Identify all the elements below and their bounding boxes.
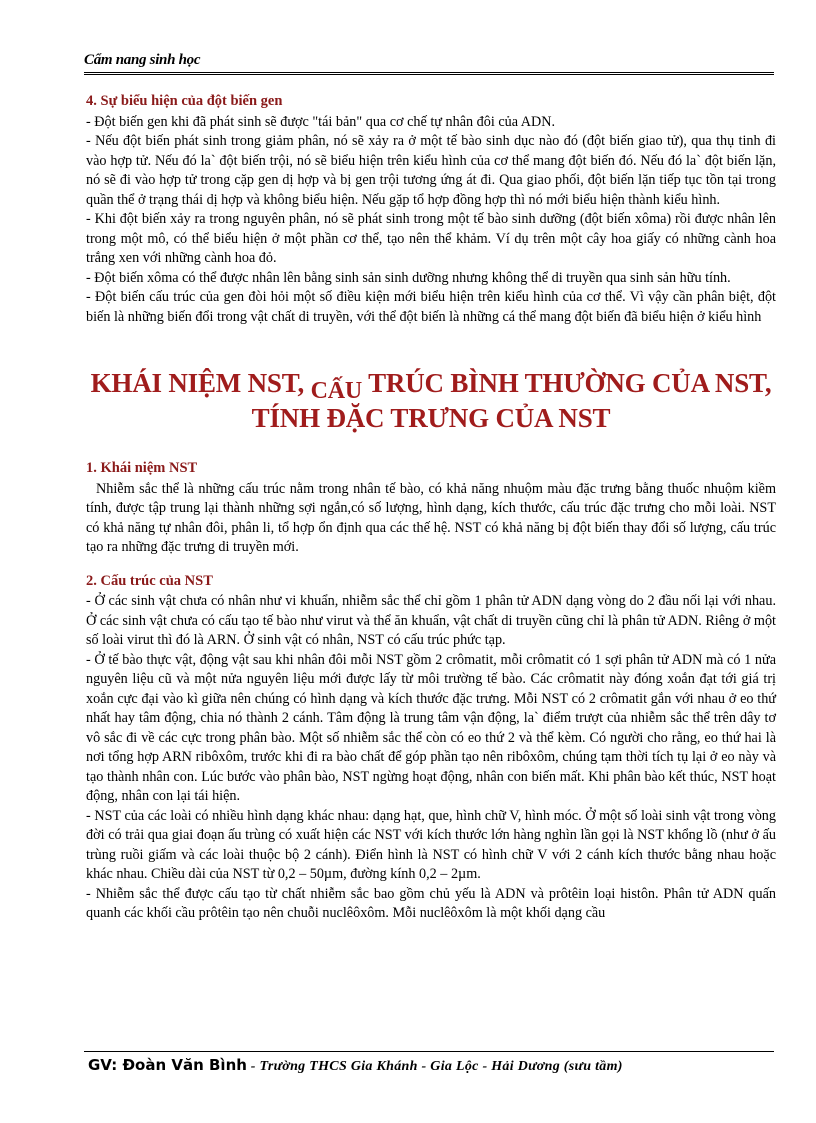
section-4-paragraph: - Nếu đột biến phát sinh trong giảm phân, nó sẽ xảy ra ở một tế bào sinh dục nào đó (đột biến giao tử), qua thụ tinh đi vào hợp tử. Nếu đó la` đột biến trội, nó sẽ biểu hiện trên kiểu hình của cơ thể mang đột biến đó. Nếu đó la` đột biến lặn, nó sẽ đi vào hợp tử trong cặp gen dị hợp và bị gen trội tương ứng át đi. Qua giao phối, đột biến lặn tiếp tục tồn tại trong quần thể ở trạng thái dị hợp và không biểu hiện. Nếu gặp tổ hợp đồng hợp thì nó mới biểu hiện thành kiểu hình. bbox=[86, 133, 776, 208]
document-body bbox=[86, 92, 776, 924]
subsection-1-paragraph: Nhiễm sắc thể là những cấu trúc nằm trong nhân tế bào, có khả năng nhuộm màu đặc trưng bằng thuốc nhuộm kiềm tính, được tập trung lại thành những sợi ngắn,có số lượng, hình dạng, kích thước, cấu trúc đặc trưng cho mỗi loài. NST có khả năng tự nhân đôi, phân li, tổ hợp ổn định qua các thế hệ. NST có khả năng bị đột biến thay đổi số lượng, cấu trúc tạo ra những đặc trưng di truyền mới. bbox=[86, 480, 776, 555]
header-title: Cẩm nang sinh học bbox=[84, 52, 201, 68]
subsection-2-heading: 2. Cấu trúc của NST bbox=[86, 572, 213, 589]
footer-divider bbox=[84, 1051, 774, 1052]
subsection-2-paragraph: - NST của các loài có nhiều hình dạng khác nhau: dạng hạt, que, hình chữ V, hình móc. Ở một số loài sinh vật trong vòng đời có trải qua giai đoạn ấu trùng có xuất hiện các NST với kích thước lớn hàng nghìn lần gọi là NST khổng lồ (như ở ấu trùng ruồi giấm và các loài thuộc bộ 2 cánh). Điển hình là NST có hình chữ V với 2 cánh kích thước bằng nhau hoặc khác nhau. Chiều dài của NST từ 0,2 – 50µm, đường kính 0,2 – 2µm. bbox=[86, 807, 776, 882]
section-4-paragraph: - Đột biến xôma có thể được nhân lên bằng sinh sản sinh dưỡng nhưng không thể di truyền qua sinh sản hữu tính. bbox=[86, 269, 731, 286]
page-footer bbox=[88, 1056, 623, 1075]
spacer bbox=[86, 558, 776, 572]
header-divider bbox=[84, 72, 774, 75]
footer-school: - Trường THCS Gia Khánh - Gia Lộc - Hải Dương (sưu tầm) bbox=[246, 1059, 623, 1074]
subsection-2-paragraph: - Nhiễm sắc thể được cấu tạo từ chất nhiễm sắc bao gồm chủ yếu là ADN và prôtêin loại histôn. Phân tử ADN quấn quanh các khối cầu prôtêin tạo nên chuỗi nuclêôxôm. Mỗi nuclêôxôm là một khối dạng cầu bbox=[86, 885, 776, 921]
subsection-1-heading: 1. Khái niệm NST bbox=[86, 460, 198, 476]
subsection-2-paragraph: - Ở các sinh vật chưa có nhân như vi khuẩn, nhiễm sắc thể chỉ gồm 1 phân tử ADN dạng vòng do 2 đầu nối lại với nhau. Ở các sinh vật chưa có cấu tạo tế bào như virut và thể ăn khuẩn, vật chất di truyền cũng chỉ là phân tử ADN. Riêng ở một số loài virut thì đó là ARN. Ở sinh vật có nhân, NST có cấu trúc phức tạp. bbox=[86, 593, 776, 648]
chapter-title bbox=[86, 367, 776, 435]
section-4-paragraph: - Đột biến gen khi đã phát sinh sẽ được "tái bản" qua cơ chế tự nhân đôi của ADN. bbox=[86, 113, 556, 130]
chapter-title-line-2: TÍNH ĐẶC TRƯNG CỦA NST bbox=[251, 403, 611, 433]
section-4-paragraph: - Khi đột biến xảy ra trong nguyên phân, nó sẽ phát sinh trong một tế bào sinh dưỡng (đột biến xôma) rồi được nhân lên trong một mô, có thể biểu hiện ở một phần cơ thể, tạo nên thể khảm. Ví dụ trên một cây hoa giấy có những cành hoa trắng xen với những cành hoa đỏ. bbox=[86, 211, 776, 266]
section-4-heading: 4. Sự biểu hiện của đột biến gen bbox=[86, 93, 283, 109]
section-4-paragraph: - Đột biến cấu trúc của gen đòi hỏi một số điều kiện mới biểu hiện trên kiểu hình của cơ thể. Vì vậy cần phân biệt, đột biến là những biến đổi trong vật chất di truyền, với thể đột biến là những cá thể mang đột biến đã biểu hiện ở kiểu hình bbox=[86, 289, 776, 325]
subsection-2-paragraph: - Ở tế bào thực vật, động vật sau khi nhân đôi mỗi NST gồm 2 crômatit, mỗi crômatit có 1 sợi phân tử ADN mà có 1 nửa nguyên liệu cũ và một nửa nguyên liệu mới được lấy từ môi trường tế bào. Các crômatit này đóng xoắn đạt tới giá trị xoắn cực đại vào kì giữa nên chúng có hình dạng và kích thước đặc trưng. Mỗi NST có 2 crômatit gắn với nhau ở eo thứ nhất hay tâm động, chia nó thành 2 cánh. Tâm động là trung tâm vận động, la` điểm trượt của nhiễm sắc thể trên dây tơ vô sắc đi về các cực trong phân bào. Một số nhiễm sắc thể còn có eo thứ 2 và thể kèm. Có người cho rằng, eo thứ hai là nơi tổng hợp ARN ribôxôm, trước khi đi ra bào chất để góp phần tạo nên ribôxôm, chúng tạm thời tích tụ lại ở eo này và tạo thành nhân con. Lúc bước vào phân bào, NST ngừng hoạt động, nhân con biến mất. Khi phân bào kết thúc, NST hoạt động, nhân con lại tái hiện. bbox=[86, 651, 776, 804]
page-header bbox=[84, 52, 774, 69]
chapter-title-line-1: KHÁI NIỆM NST, CẤU TRÚC BÌNH THƯỜNG CỦA NST, bbox=[90, 368, 772, 404]
footer-teacher: GV: Đoàn Văn Bình bbox=[88, 1056, 247, 1074]
